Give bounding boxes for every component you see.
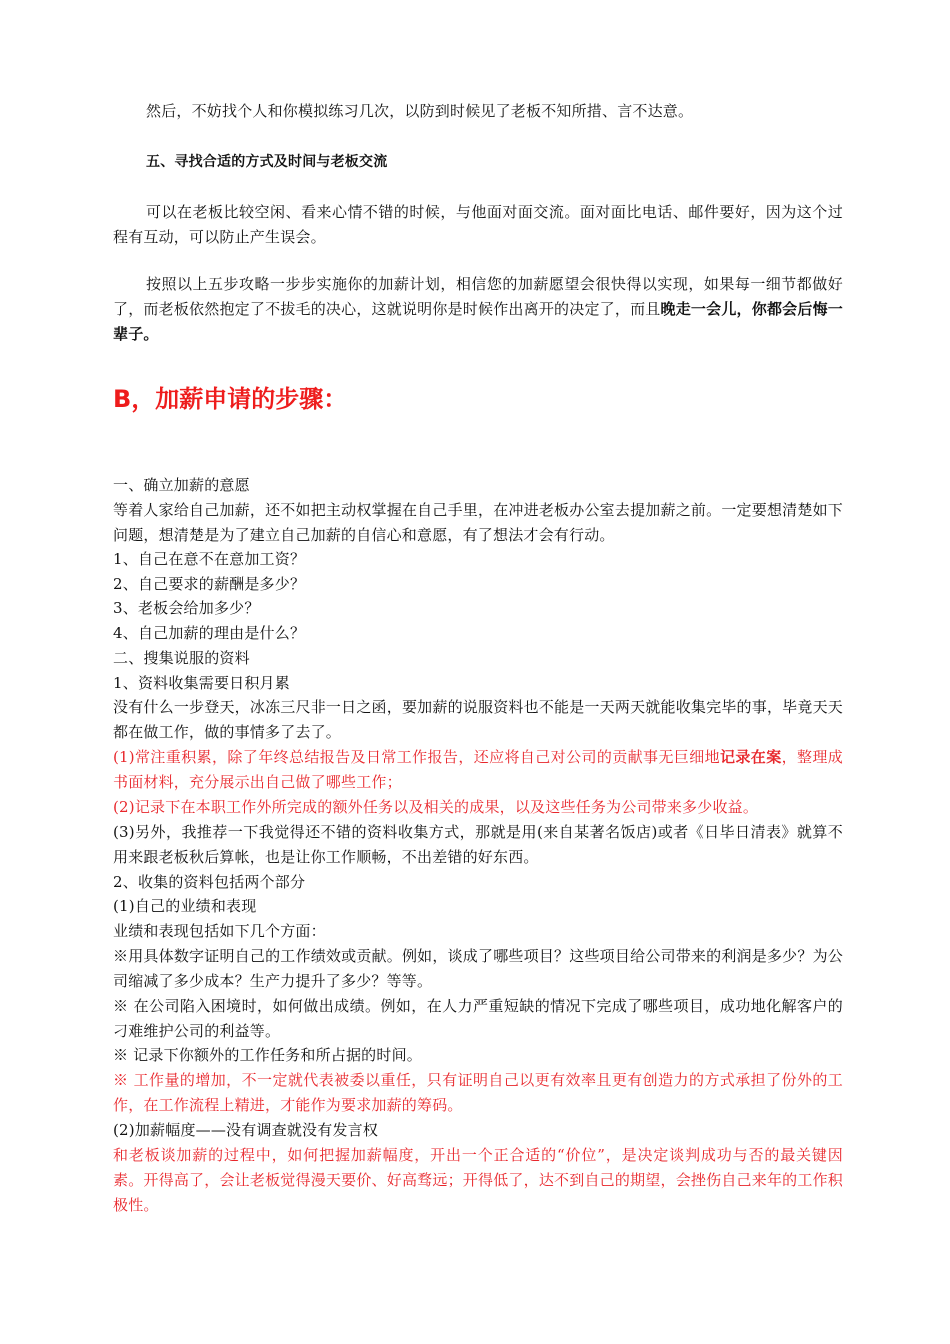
- record-item-2: (2)记录下在本职工作外所完成的额外任务以及相关的成果，以及这些任务为公司带来多少收益。: [113, 798, 759, 816]
- step-2-title: 二、搜集说服的资料: [113, 649, 250, 667]
- record-item-1-text-a: (1)常注重积累，除了年终总结报告及日常工作报告，还应将自己对公司的贡献事无巨细地: [113, 748, 721, 766]
- question-3: 3、老板会给加多少？: [113, 599, 260, 617]
- performance-item-b: ※ 在公司陷入困境时，如何做出成绩。例如，在人力严重短缺的情况下完成了哪些项目，成功地化解客户的刁难维护公司的利益等。: [113, 997, 843, 1040]
- question-2: 2、自己要求的薪酬是多少？: [113, 575, 306, 593]
- range-text: 和老板谈加薪的过程中，如何把握加薪幅度，开出一个正合适的“价位”，是决定谈判成功与否的最关键因素。开得高了，会让老板觉得漫天要价、好高骛远；开得低了，达不到自己的期望，会挫伤自己来年的工作积极性。: [113, 1146, 843, 1214]
- paragraph-intro-3: [113, 272, 843, 347]
- performance-intro: 业绩和表现包括如下几个方面：: [113, 922, 326, 940]
- performance-item-a: ※用具体数字证明自己的工作绩效或贡献。例如，谈成了哪些项目？这些项目给公司带来的利润是多少？为公司缩减了多少成本？生产力提升了多少？等等。: [113, 947, 843, 990]
- performance-item-d: ※ 工作量的增加，不一定就代表被委以重任，只有证明自己以更有效率且更有创造力的方式承担了份外的工作，在工作流程上精进，才能作为要求加薪的筹码。: [113, 1071, 843, 1114]
- step-2-2-title: 2、收集的资料包括两个部分: [113, 873, 306, 891]
- step-2-2-2-title: (2)加薪幅度——没有调查就没有发言权: [113, 1121, 379, 1139]
- section-b-title: B，加薪申请的步骤：: [113, 385, 348, 413]
- record-item-3: (3)另外，我推荐一下我觉得还不错的资料收集方式，那就是用(来自某著名饭店)或者《日毕日清表》就算不用来跟老板秋后算帐，也是让你工作顺畅，不出差错的好东西。: [113, 823, 843, 866]
- step-1-text: 等着人家给自己加薪，还不如把主动权掌握在自己手里，在冲进老板办公室去提加薪之前。一定要想清楚如下问题，想清楚是为了建立自己加薪的自信心和意愿，有了想法才会有行动。: [113, 501, 843, 544]
- performance-item-c: ※ 记录下你额外的工作任务和所占据的时间。: [113, 1046, 422, 1064]
- paragraph-intro-1: 然后，不妨找个人和你模拟练习几次，以防到时候见了老板不知所措、言不达意。: [146, 102, 694, 120]
- question-4: 4、自己加薪的理由是什么？: [113, 624, 306, 642]
- question-1: 1、自己在意不在意加工资？: [113, 550, 306, 568]
- paragraph-intro-2: 可以在老板比较空闲、看来心情不错的时候，与他面对面交流。面对面比电话、邮件要好，因为这个过程有互动，可以防止产生误会。: [113, 203, 843, 246]
- heading-section-5: 五、寻找合适的方式及时间与老板交流: [146, 154, 388, 170]
- step-1-title: 一、确立加薪的意愿: [113, 476, 250, 494]
- paragraph-intro-3-text: 按照以上五步攻略一步步实施你的加薪计划，相信您的加薪愿望会很快得以实现，如果每一细节都做好了，而老板依然抱定了不拔毛的决心，这就说明你是时候作出离开的决定了，而且: [113, 275, 843, 318]
- record-item-1-text-b: ，整理成书面材料，充分展示出自己做了哪些工作；: [113, 748, 843, 791]
- paragraph-intro-3-emphasis: 晚走一会儿，你都会后悔一辈子。: [113, 300, 843, 343]
- step-2-1-text: 没有什么一步登天，冰冻三尺非一日之函，要加薪的说服资料也不能是一天两天就能收集完毕的事，毕竟天天都在做工作，做的事情多了去了。: [113, 698, 843, 741]
- record-item-1: [113, 745, 843, 795]
- step-2-1-title: 1、资料收集需要日积月累: [113, 674, 290, 692]
- step-2-2-1-title: (1)自己的业绩和表现: [113, 897, 257, 915]
- record-item-1-emphasis: 记录在案: [720, 748, 782, 766]
